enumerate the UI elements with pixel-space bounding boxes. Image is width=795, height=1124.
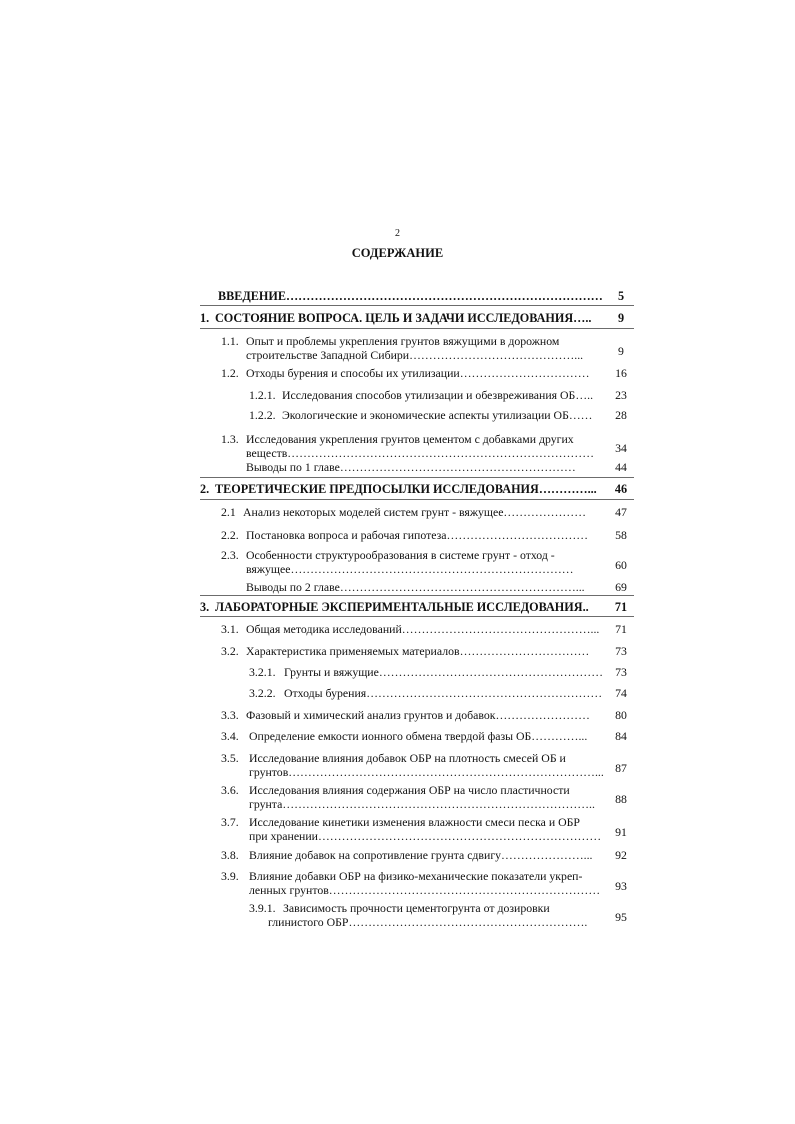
toc-entry-number: 3.9.1. [249, 901, 276, 915]
toc-entry-text: Выводы по 1 главе…………………………………………………… [246, 460, 576, 474]
toc-entry-text: Влияние добавки ОБР на физико-механические показатели укреп- [249, 869, 583, 883]
toc-entry-page: 92 [615, 848, 627, 862]
toc-entry-text: Исследование кинетики изменения влажности смеси песка и ОБР [249, 815, 580, 829]
toc-entry-page: 74 [615, 686, 627, 700]
toc-entry-page: 84 [615, 729, 627, 743]
toc-entry-text: Постановка вопроса и рабочая гипотеза……………………………… [246, 528, 589, 542]
toc-entry-text: ЛАБОРАТОРНЫЕ ЭКСПЕРИМЕНТАЛЬНЫЕ ИССЛЕДОВАНИЯ.. [215, 600, 589, 614]
toc-entry-number: 2.2. [221, 528, 239, 542]
toc-entry-page: 73 [615, 665, 627, 679]
page-title: СОДЕРЖАНИЕ [351, 246, 444, 260]
divider-line [200, 305, 634, 306]
toc-entry-page: 9 [618, 344, 624, 358]
toc-entry-text: Характеристика применяемых материалов…………………………… [246, 644, 590, 658]
toc-entry-text: Опыт и проблемы укрепления грунтов вяжущими в дорожном [246, 334, 560, 348]
toc-entry-text: Грунты и вяжущие………………………………………………… [284, 665, 603, 679]
toc-entry-page: 44 [615, 460, 627, 474]
toc-entry-number: 2.1 [221, 505, 236, 519]
toc-entry-number: 3.5. [221, 751, 239, 765]
toc-entry-text: веществ…………………………………………………………………… [246, 445, 595, 460]
toc-entry-page: 23 [615, 388, 627, 402]
toc-entry-number: 2.3. [221, 548, 239, 562]
toc-entry-text: строительстве Западной Сибири……………………………………... [246, 347, 584, 362]
toc-entry-page: 5 [617, 289, 625, 303]
divider-line [200, 328, 634, 329]
toc-entry-page: 9 [617, 311, 625, 325]
toc-entry-page: 46 [614, 482, 628, 496]
toc-entry-number: 3.2.1. [249, 665, 276, 679]
toc-entry-text: вяжущее……………………………………………………………… [246, 561, 574, 576]
toc-entry-number: 3.1. [221, 622, 239, 636]
divider-line [200, 499, 634, 500]
toc-entry-number: 2. [200, 482, 210, 496]
toc-entry-text: Исследования способов утилизации и обезвреживания ОБ….. [282, 388, 594, 402]
toc-entry-number: 3.2.2. [249, 686, 276, 700]
toc-entry-text: Анализ некоторых моделей систем грунт - вяжущее………………… [243, 505, 587, 519]
toc-entry-page: 95 [615, 910, 627, 924]
toc-entry-page: 58 [615, 528, 627, 542]
toc-entry-page: 73 [615, 644, 627, 658]
toc-entry-number: 3.7. [221, 815, 239, 829]
toc-entry-page: 69 [615, 580, 627, 594]
toc-entry-page: 16 [615, 366, 627, 380]
toc-entry-page: 71 [615, 622, 627, 636]
toc-entry-text: Исследования влияния содержания ОБР на число пластичности [249, 783, 570, 797]
toc-entry-number: 3.8. [221, 848, 239, 862]
toc-entry-text: Отходы бурения…………………………………………………… [284, 686, 603, 700]
toc-entry-page: 91 [615, 825, 627, 839]
toc-entry-page: 87 [615, 761, 627, 775]
toc-entry-number: 3.4. [221, 729, 239, 743]
toc-entry-number: 3.6. [221, 783, 239, 797]
toc-entry-number: 3. [200, 600, 210, 614]
toc-entry-page: 34 [615, 441, 627, 455]
toc-entry-page: 47 [615, 505, 627, 519]
toc-entry-number: 1.1. [221, 334, 239, 348]
toc-entry-text: Исследование влияния добавок ОБР на плотность смесей ОБ и [249, 751, 566, 765]
toc-entry-page: 88 [615, 792, 627, 806]
toc-entry-page: 71 [614, 600, 628, 614]
divider-line [200, 616, 634, 617]
toc-entry-text: ленных грунтов…………………………………………………………… [249, 882, 601, 897]
toc-entry-number: 1.2. [221, 366, 239, 380]
toc-entry-text: грунтов……………………………………………………………………... [249, 764, 604, 779]
page-number: 2 [395, 228, 400, 239]
toc-entry-text: Особенности структурообразования в системе грунт - отход - [246, 548, 555, 562]
toc-entry-text: Исследования укрепления грунтов цементом с добавками других [246, 432, 574, 446]
toc-entry-page: 60 [615, 558, 627, 572]
toc-entry-text: Влияние добавок на сопротивление грунта сдвигу…………………... [249, 848, 593, 862]
toc-entry-text: ТЕОРЕТИЧЕСКИЕ ПРЕДПОСЫЛКИ ИССЛЕДОВАНИЯ…………... [215, 482, 597, 496]
toc-entry-text: глинистого ОБР……………………………………………………. [268, 914, 588, 929]
toc-entry-number: 3.2. [221, 644, 239, 658]
toc-entry-text: Определение емкости ионного обмена твердой фазы ОБ…………... [249, 729, 588, 743]
toc-entry-page: 28 [615, 408, 627, 422]
toc-entry-number: 3.9. [221, 869, 239, 883]
toc-entry-number: 1.2.2. [249, 408, 276, 422]
toc-entry-text: Фазовый и химический анализ грунтов и добавок…………………… [246, 708, 590, 722]
toc-entry-text: СОСТОЯНИЕ ВОПРОСА. ЦЕЛЬ И ЗАДАЧИ ИССЛЕДОВАНИЯ….. [215, 311, 592, 325]
toc-entry-page: 93 [615, 879, 627, 893]
toc-entry-text: Общая методика исследований…………………………………………... [246, 622, 600, 636]
toc-entry-number: 3.3. [221, 708, 239, 722]
toc-entry-text: ВВЕДЕНИЕ…………………………………………………………………… [218, 289, 603, 303]
toc-entry-page: 80 [615, 708, 627, 722]
toc-entry-number: 1.2.1. [249, 388, 276, 402]
toc-entry-text: Отходы бурения и способы их утилизации…………………………… [246, 366, 590, 380]
toc-entry-number: 1.3. [221, 432, 239, 446]
toc-entry-number: 1. [200, 311, 210, 325]
toc-entry-text: грунта…………………………………………………………………….. [249, 796, 595, 811]
divider-line [200, 595, 634, 596]
divider-line [200, 477, 634, 478]
toc-entry-text: Выводы по 2 главе……………………………………………………... [246, 580, 585, 594]
toc-entry-text: Зависимость прочности цементогрунта от дозировки [283, 901, 550, 915]
toc-entry-text: при хранении……………………………………………………………… [249, 828, 602, 843]
toc-entry-text: Экологические и экономические аспекты утилизации ОБ…… [282, 408, 593, 422]
